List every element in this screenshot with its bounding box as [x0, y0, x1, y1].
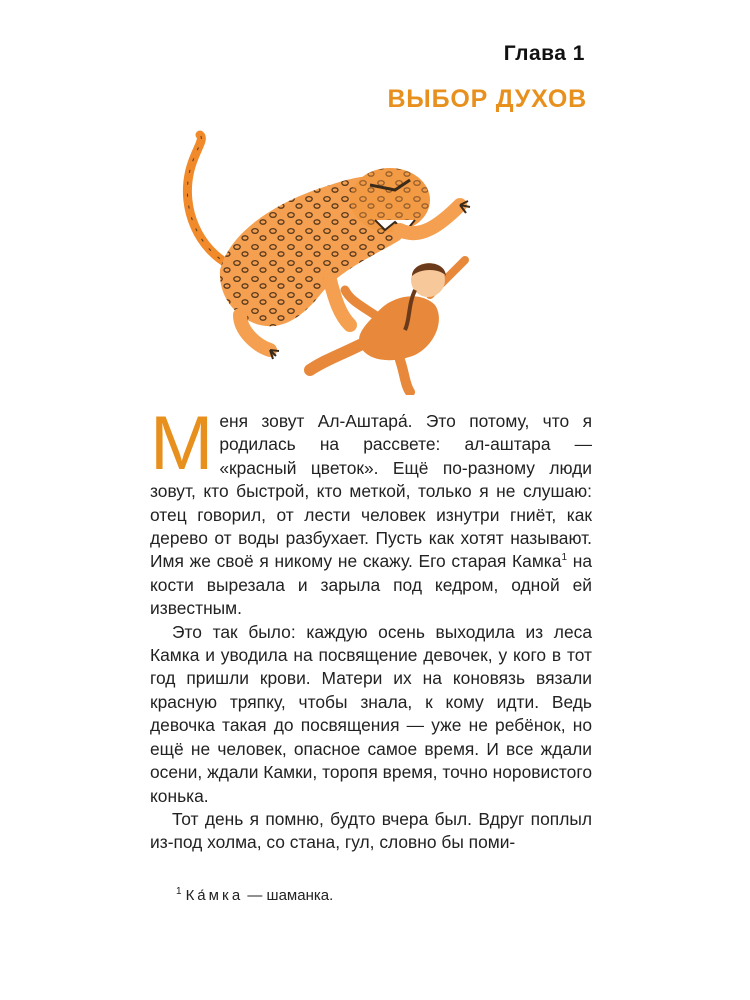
- footnote-number: 1: [176, 886, 182, 897]
- paragraph-1: [150, 401, 592, 621]
- paragraph-3: Тот день я помню, будто вчера был. Вдруг поплыл из-под холма, со стана, гул, словно бы поми-: [150, 808, 592, 853]
- chapter-label: Глава 1: [503, 42, 585, 65]
- paragraph-1-text: еня зовут Ал-Аштара́. Это потому, что я родилась на рассвете: ал-аштара — «красный цветок». Ещё по-разному люди зовут, кто быстрой, кто меткой, только я не слушаю: отец говорил, от лести человек изнутри гниёт, как дерево от воды разбухает. Пусть как хотят называют. Имя же своё я никому не скажу. Его старая Камка: [150, 411, 592, 572]
- paragraph-1-tail: на кости вырезала и зарыла под кедром, одной ей известным.: [150, 551, 592, 619]
- main-text: [150, 401, 592, 855]
- paragraph-2: Это так было: каждую осень выходила из леса Камка и уводила на посвящение девочек, у кого в тот год пришли крови. Матери их на коновязь вязали красную тряпку, чтобы знала, к кому идти. Ведь девочка такая до посвящения — уже не ребёнок, но ещё не человек, опасное самое время. И все ждали осени, ждали Камки, торопя время, точно норовистого конька.: [150, 621, 592, 806]
- footnote-reference[interactable]: 1: [561, 552, 568, 564]
- footnote: [176, 886, 333, 904]
- footnote-term: Ка́мка: [185, 887, 244, 904]
- chapter-title: ВЫБОР ДУХОВ: [387, 85, 587, 113]
- footnote-definition: — шаманка.: [243, 887, 334, 904]
- leopard-and-girl-illustration: [160, 130, 500, 395]
- drop-cap: М: [150, 401, 214, 486]
